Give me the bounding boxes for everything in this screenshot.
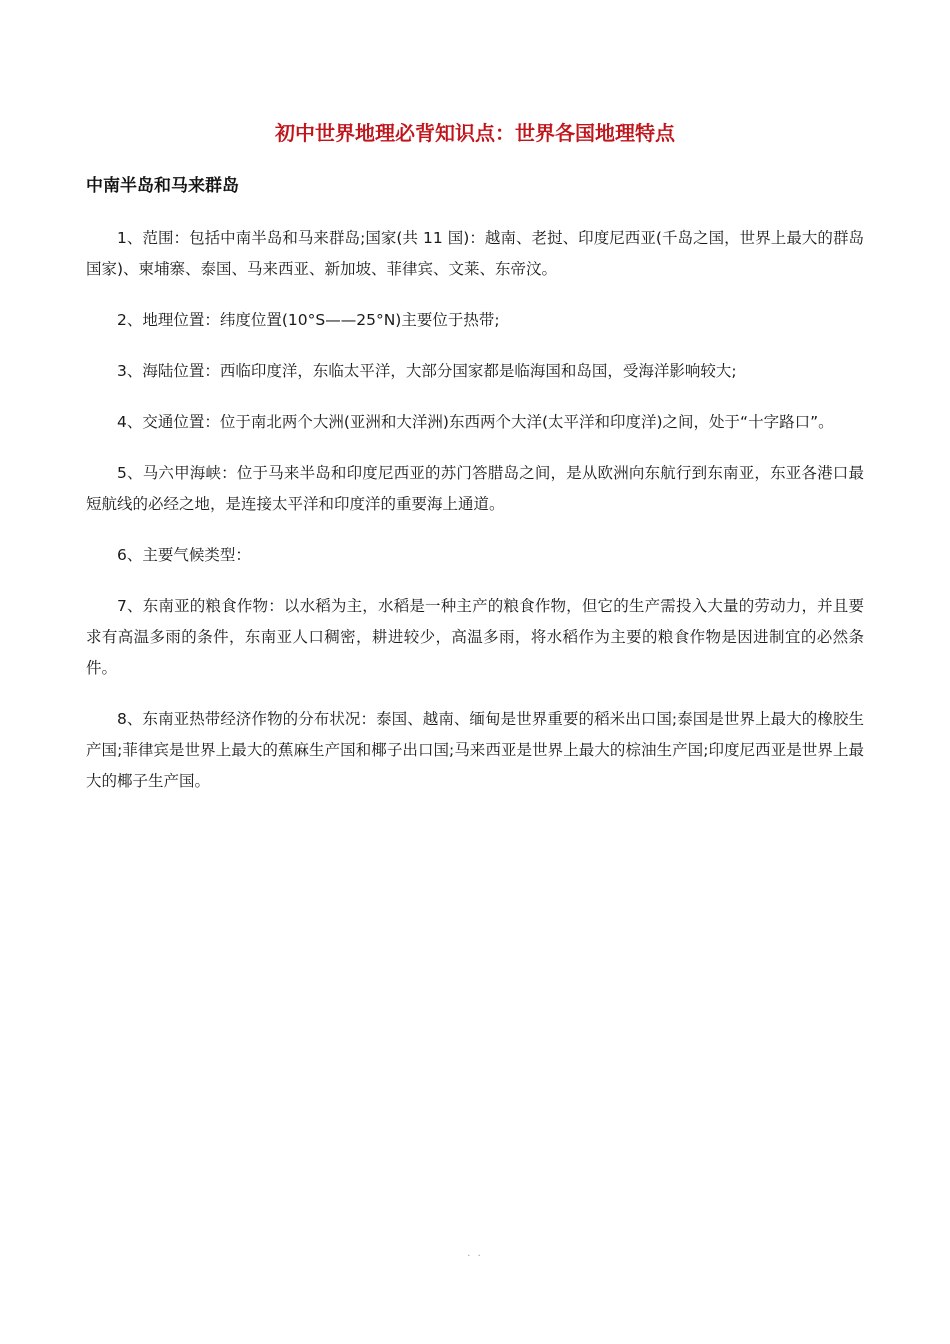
paragraph-traffic-location: 4、交通位置：位于南北两个大洲(亚洲和大洋洲)东西两个大洋(太平洋和印度洋)之间，处于“十字路口”。: [117, 413, 834, 431]
paragraph-sea-land-location: 3、海陆位置：西临印度洋，东临太平洋，大部分国家都是临海国和岛国，受海洋影响较大;: [117, 362, 737, 380]
document-title: 初中世界地理必背知识点：世界各国地理特点: [275, 121, 675, 145]
footer-mark: . .: [467, 1248, 483, 1259]
paragraph-food-crops: 7、东南亚的粮食作物：以水稻为主，水稻是一种主产的粮食作物，但它的生产需投入大量的劳动力，并且要求有高温多雨的条件，东南亚人口稠密，耕进较少，高温多雨，将水稻作为主要的粮食作物是因进制宜的必然条件。: [86, 597, 864, 677]
paragraph-geographic-location: 2、地理位置：纬度位置(10°S——25°N)主要位于热带;: [117, 311, 500, 329]
paragraph-malacca-strait: 5、马六甲海峡：位于马来半岛和印度尼西亚的苏门答腊岛之间，是从欧洲向东航行到东南亚，东亚各港口最短航线的必经之地，是连接太平洋和印度洋的重要海上通道。: [86, 464, 864, 513]
paragraph-scope: 1、范围：包括中南半岛和马来群岛;国家(共 11 国)：越南、老挝、印度尼西亚(千岛之国，世界上最大的群岛国家)、柬埔寨、泰国、马来西亚、新加坡、菲律宾、文莱、东帝汶。: [86, 229, 864, 278]
paragraph-climate-types: 6、主要气候类型：: [117, 546, 251, 564]
paragraph-cash-crops: 8、东南亚热带经济作物的分布状况：泰国、越南、缅甸是世界重要的稻米出口国;泰国是世界上最大的橡胶生产国;菲律宾是世界上最大的蕉麻生产国和椰子出口国;马来西亚是世界上最大的棕油生产国;印度尼西亚是世界上最大的椰子生产国。: [86, 710, 864, 790]
section-heading: 中南半岛和马来群岛: [86, 176, 239, 196]
document-body: [86, 223, 864, 817]
